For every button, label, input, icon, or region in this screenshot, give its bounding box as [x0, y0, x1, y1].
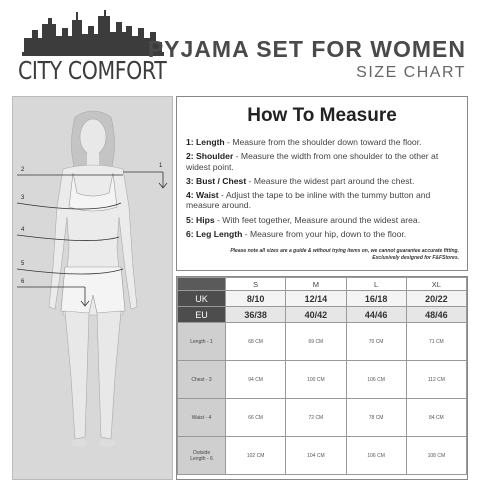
city-skyline-icon [18, 8, 168, 58]
table-cell: 108 CM [406, 437, 466, 475]
item-label: Length [196, 137, 225, 147]
size-header-cell: L [346, 278, 406, 291]
item-text: - Measure from your hip, down to the floor. [242, 228, 407, 239]
item-number: 3: [186, 175, 194, 186]
table-cell: 106 CM [346, 361, 406, 399]
brand-logo [18, 8, 168, 88]
item-text: - Adjust the tape to be inline with the tummy button and measure around. [186, 189, 431, 211]
table-cell: 104 CM [286, 437, 346, 475]
row-label [178, 437, 226, 475]
table-cell: 71 CM [406, 323, 466, 361]
item-number: 1: [186, 137, 194, 147]
table-cell: 40/42 [286, 307, 346, 323]
measure-item-waist [186, 190, 462, 211]
table-row-chest [178, 361, 467, 399]
table-row-eu [178, 307, 467, 323]
marker-2: 2 [21, 167, 25, 173]
page-title: PYJAMA SET FOR WOMEN [147, 36, 466, 62]
table-cell: 8/10 [226, 291, 286, 307]
row-label-line: Length - 6 [190, 455, 213, 462]
row-label: Chest - 3 [178, 361, 226, 399]
size-header-cell: S [226, 278, 286, 291]
item-number: 4: [186, 189, 194, 200]
measure-item-hips [186, 215, 462, 226]
table-cell: 16/18 [346, 291, 406, 307]
table-cell: 72 CM [286, 399, 346, 437]
row-label: Waist - 4 [178, 399, 226, 437]
row-label-line: Outside [192, 449, 211, 456]
measurement-figure-panel [12, 96, 173, 480]
table-cell: 36/38 [226, 307, 286, 323]
sizing-note [183, 248, 459, 262]
item-label: Bust / Chest [196, 175, 247, 186]
item-text: - With feet together, Measure around the widest area. [214, 214, 421, 225]
table-cell: 20/22 [406, 291, 466, 307]
size-chart-table [176, 276, 468, 480]
table-row-waist [178, 399, 467, 437]
table-cell: 94 CM [226, 361, 286, 399]
item-text: - Measure the widest part around the chest. [246, 175, 415, 186]
marker-1: 1 [159, 163, 163, 169]
measure-item-bust [186, 176, 462, 187]
how-to-measure-list [186, 137, 462, 243]
table-cell: 68 CM [226, 323, 286, 361]
item-text: - Measure from the shoulder down toward the floor. [224, 137, 422, 147]
header [0, 0, 480, 92]
item-label: Hips [196, 214, 215, 225]
item-text: - Measure the width from one shoulder to the other at widest point. [186, 151, 439, 172]
table-cell: 78 CM [346, 399, 406, 437]
row-label: EU [178, 307, 226, 323]
brand-name: CITY COMFORT [18, 56, 167, 85]
item-number: 2: [186, 151, 194, 162]
page-subtitle: SIZE CHART [356, 64, 466, 81]
table-cell: 84 CM [406, 399, 466, 437]
table-cell: 70 CM [346, 323, 406, 361]
how-to-measure-box [176, 96, 468, 271]
measure-item-leg-length [186, 229, 462, 240]
size-header-row [178, 278, 467, 291]
table-row-outside-length [178, 437, 467, 475]
row-label: Length - 1 [178, 323, 226, 361]
table-cell: 48/46 [406, 307, 466, 323]
marker-3: 3 [21, 195, 25, 201]
measure-item-shoulder [186, 151, 462, 172]
item-number: 5: [186, 214, 194, 225]
table-row-length [178, 323, 467, 361]
row-label: UK [178, 291, 226, 307]
size-header-cell: M [286, 278, 346, 291]
item-number: 6: [186, 228, 194, 239]
table-cell: 100 CM [286, 361, 346, 399]
marker-5: 5 [21, 261, 25, 267]
item-label: Shoulder [196, 151, 234, 162]
table-cell: 66 CM [226, 399, 286, 437]
item-label: Leg Length [196, 228, 243, 239]
sizing-note-line: Please note all sizes are a guide & without trying items on, we cannot guarantee accurate fitting. [230, 248, 459, 254]
table-cell: 106 CM [346, 437, 406, 475]
table-corner [178, 278, 226, 291]
table-cell: 12/14 [286, 291, 346, 307]
table-cell: 102 CM [226, 437, 286, 475]
item-label: Waist [196, 189, 219, 200]
how-to-measure-title: How To Measure [247, 105, 397, 126]
size-header-cell: XL [406, 278, 466, 291]
table-cell: 69 CM [286, 323, 346, 361]
sizing-note-line: Exclusively designed for F&FStores. [372, 255, 459, 261]
table-cell: 44/46 [346, 307, 406, 323]
marker-4: 4 [21, 227, 25, 233]
marker-6: 6 [21, 279, 25, 285]
measure-item-length [186, 137, 462, 148]
table-row-uk [178, 291, 467, 307]
table-cell: 112 CM [406, 361, 466, 399]
woman-figure-illustration [13, 97, 173, 480]
